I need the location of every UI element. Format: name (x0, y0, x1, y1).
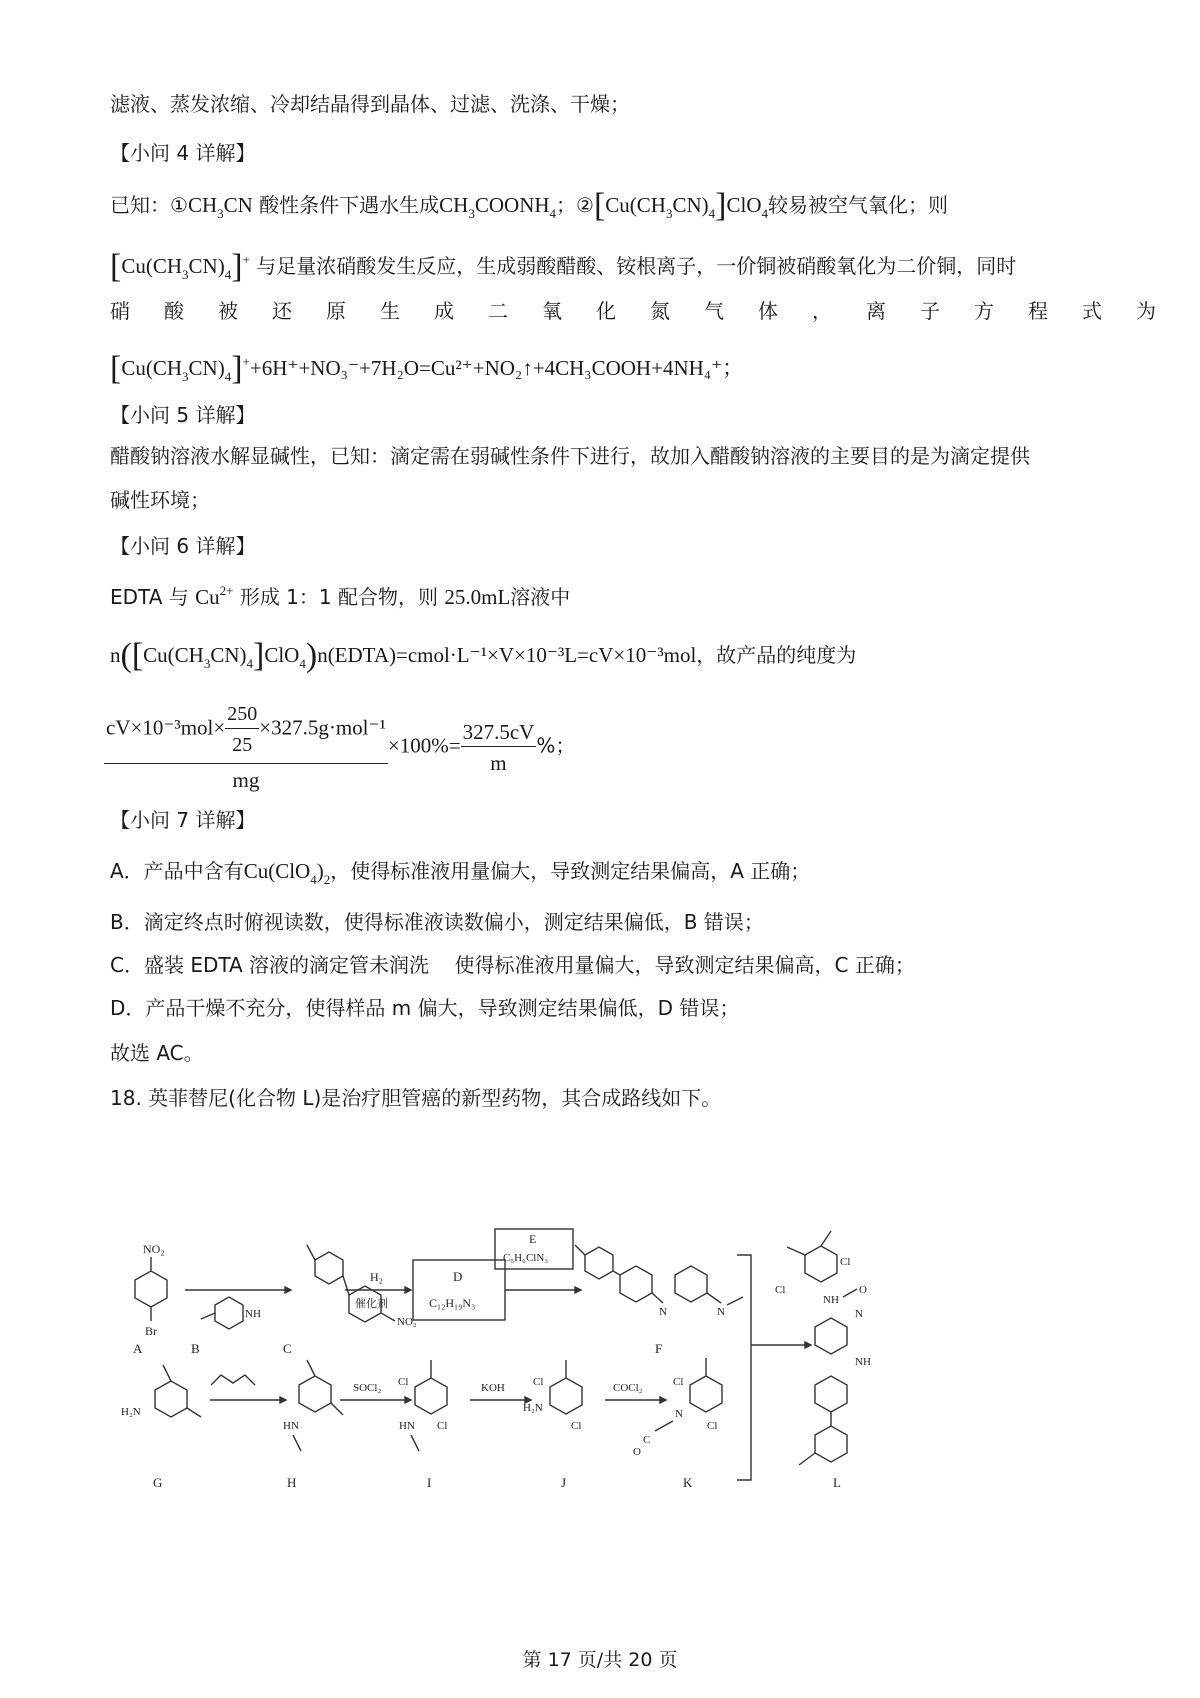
q6-equation: $n([Cu(CH_3CN)_4]ClO_4)n(EDTA)=cmol\cdot L^{-1}\times V\times 10^{-3}L=cV\times 10^{-3}mol$，故产品的纯度为 (110, 637, 857, 674)
subscript: 2 (323, 872, 331, 887)
equation: n(EDTA)=cmol·L⁻¹×V×10⁻³L=cV×10⁻³mol (317, 643, 697, 667)
text: 已知：① (110, 193, 188, 217)
hn-label: HN (283, 1420, 299, 1432)
text: ；② (556, 193, 594, 217)
oxygen-label: O (633, 1446, 641, 1458)
subscript: 3 (217, 206, 224, 221)
formula: CN (223, 193, 253, 217)
inner-fraction (225, 700, 259, 759)
compound-label-G: G (153, 1475, 163, 1490)
subscript: 4 (224, 267, 232, 282)
formula: CN) (672, 193, 709, 217)
compound-label-L: L (833, 1475, 841, 1490)
q4-line-3: 硝酸被还原生成二氧化氮气体，离子方程式为 (110, 299, 1190, 323)
anhydride-structure (211, 1375, 255, 1385)
denominator: mg (232, 768, 260, 792)
formula: CH (439, 193, 469, 217)
chloro-label: Cl (533, 1376, 544, 1388)
reagent-catalyst: 催化剂 (355, 1298, 388, 1310)
formula: Cu(CH (121, 254, 183, 278)
nh-label: NH (245, 1308, 261, 1320)
inner-numerator: 250 (225, 700, 259, 729)
n-label: N (717, 1306, 725, 1318)
subscript: 3 (182, 267, 189, 282)
text: 与足量浓硝酸发生反应，生成弱酸醋酸、铵根离子，一价铜被硝酸氧化为二价铜，同时 (256, 254, 1017, 278)
subscript: 3 (665, 206, 673, 221)
question-18: 18. 英菲替尼(化合物 L)是治疗胆管癌的新型药物，其合成路线如下。 (110, 1086, 722, 1110)
amine-label: H₂N (121, 1406, 141, 1418)
operator: ×100%= (387, 733, 461, 758)
formula: Cu(ClO (243, 859, 311, 883)
chloro-label: Cl (707, 1420, 718, 1432)
formula: CN) (188, 254, 225, 278)
q7-option-c: C．盛装 EDTA 溶液的滴定管未润洗 使得标准液用量偏大，导致测定结果偏高，C 正确； (110, 953, 915, 977)
q7-option-b: B．滴定终点时俯视读数，使得标准液读数偏小，测定结果偏低，B 错误； (110, 910, 764, 934)
compound-E-label: E (529, 1232, 537, 1246)
section-header-q4: 【小问 4 详解】 (110, 141, 256, 165)
volume: 25.0mL (444, 585, 511, 609)
oxygen-label: O (859, 1284, 867, 1296)
subscript: 3 (468, 206, 475, 221)
formula: Cu(CH (121, 356, 183, 380)
compound-label-C: C (283, 1341, 292, 1356)
chloro-label: Cl (571, 1420, 582, 1432)
q4-ionic-equation: $[Cu(CH_3CN)_4]^++6H^++NO_3^-+7H_2O=Cu^{2+}+NO_2↑+4CH_3COOH+4NH_4^+$； (110, 350, 744, 387)
text: 较易被空气氧化；则 (768, 193, 948, 217)
result-denominator: m (490, 750, 507, 775)
q6-purity-formula (104, 700, 575, 794)
formula: ) (316, 859, 324, 883)
section-header-q7: 【小问 7 详解】 (110, 808, 256, 832)
text: EDTA 与 (110, 585, 189, 609)
text: A．产品中含有 (110, 859, 244, 883)
subscript: 4 (549, 206, 557, 221)
formula: ClO (264, 643, 300, 667)
chloro-label: Cl (673, 1376, 684, 1388)
text: %； (536, 733, 576, 758)
q6-line-1 (110, 583, 570, 614)
carbon-label: C (643, 1434, 651, 1446)
result-numerator: 327.5cV (461, 718, 537, 747)
text: ，故产品的纯度为 (696, 643, 857, 667)
compound-label-K: K (683, 1475, 693, 1490)
result-fraction (461, 718, 537, 777)
compound-G-structure (121, 1365, 201, 1418)
page-footer: 第 17 页/共 20 页 (522, 1649, 678, 1671)
subscript: 3 (182, 369, 189, 384)
compound-E-formula: C₅H₆ClN₃ (503, 1252, 549, 1264)
compound-C-structure (307, 1245, 417, 1328)
text: 酸性条件下遇水生成 (259, 193, 440, 217)
compound-D-label: D (453, 1269, 463, 1284)
n-label: N (675, 1408, 683, 1420)
hn-label: HN (399, 1420, 415, 1432)
q4-line-1: 已知：$①CH_3CN$ 酸性条件下遇水生成$CH_3COONH_4$；$②[Cu(CH_3CN)_4]ClO_4$较易被空气氧化；则 (110, 187, 948, 224)
formula: ClO (726, 193, 762, 217)
compound-H-structure (283, 1360, 343, 1451)
chloro-label: Cl (775, 1284, 786, 1296)
n-label: N (855, 1308, 863, 1320)
text: 溶液中 (510, 585, 571, 609)
subscript: 4 (310, 872, 317, 887)
nitro-label: NO₂ (143, 1242, 165, 1256)
compound-J-structure (523, 1360, 582, 1432)
section-header-q5: 【小问 5 详解】 (110, 403, 256, 427)
amine-label: H₂N (523, 1402, 543, 1414)
subscript: 4 (299, 656, 306, 671)
q5-line-1: 醋酸钠溶液水解显碱性，已知：滴定需在弱碱性条件下进行，故加入醋酸钠溶液的主要目的是为滴定提供 (110, 444, 1030, 468)
text: 形成 1：1 配合物，则 (239, 585, 438, 609)
compound-label-A: A (133, 1341, 143, 1356)
compound-label-F: F (655, 1341, 663, 1356)
compound-L-structure (775, 1231, 871, 1465)
compound-K-structure (633, 1358, 722, 1458)
purity-fraction (104, 700, 388, 794)
q4-line-2: $[Cu(CH_3CN)_4]^+$ 与足量浓硝酸发生反应，生成弱酸醋酸、铵根离子，一价铜被硝酸氧化为二价铜，同时 (110, 248, 1017, 285)
chloro-label: Cl (398, 1376, 409, 1388)
formula: Cu (195, 585, 220, 609)
reagent-h2: H₂ (370, 1270, 383, 1284)
nitro-label: NO₂ (397, 1316, 417, 1328)
subscript: 4 (761, 206, 768, 221)
text-line: 滤液、蒸发浓缩、冷却结晶得到晶体、过滤、洗涤、干燥； (110, 92, 630, 116)
nh-label: NH (823, 1294, 839, 1306)
formula: COONH (474, 193, 550, 217)
compound-label-I: I (427, 1475, 432, 1490)
compound-I-structure (398, 1360, 447, 1451)
q5-line-2: 碱性环境； (110, 488, 210, 512)
q7-option-d: D．产品干燥不充分，使得样品 m 偏大，导致测定结果偏低，D 错误； (110, 996, 740, 1020)
formula: Cu(CH (143, 643, 204, 667)
subscript: 4 (224, 369, 232, 384)
equation: +6H⁺+NO₃⁻+7H₂O=Cu²⁺+NO₂↑+4CH₃COOH+4NH₄⁺； (249, 356, 744, 380)
reagent-koh: KOH (481, 1382, 505, 1394)
formula: CN) (188, 356, 225, 380)
compound-A-structure (135, 1242, 167, 1338)
q7-option-a (110, 857, 810, 888)
text: ，使得标准液用量偏大，导致测定结果偏高，A 正确； (330, 859, 811, 883)
inner-denominator: 25 (232, 734, 253, 756)
synthesis-scheme (115, 1225, 1080, 1525)
n-label: N (659, 1306, 667, 1318)
compound-label-J: J (561, 1475, 567, 1490)
nh-label: NH (855, 1356, 871, 1368)
compound-B-structure (201, 1297, 261, 1329)
bromo-label: Br (145, 1324, 157, 1338)
compound-label-H: H (287, 1475, 297, 1490)
compound-D-formula: C₁₂H₁₉N₃ (429, 1296, 476, 1310)
subscript: 3 (203, 656, 211, 671)
subscript: 4 (708, 206, 716, 221)
reagent-socl2: SOCl₂ (353, 1382, 382, 1394)
numerator-part: cV×10⁻³mol× (106, 715, 226, 740)
subscript: 4 (246, 656, 254, 671)
section-header-q6: 【小问 6 详解】 (110, 534, 256, 558)
reagent-cocl2: COCl₂ (613, 1382, 643, 1394)
superscript: 2+ (219, 583, 234, 598)
formula: Cu(CH (605, 193, 666, 217)
compound-F-structure (575, 1245, 743, 1318)
q7-answer: 故选 AC。 (110, 1041, 204, 1065)
numerator-part: ×327.5g·mol⁻¹ (259, 715, 386, 740)
chloro-label: Cl (840, 1256, 851, 1268)
chloro-label: Cl (437, 1420, 448, 1432)
formula: CN) (210, 643, 247, 667)
compound-label-B: B (191, 1341, 200, 1356)
formula: CH (187, 193, 218, 217)
merge-bracket (737, 1255, 751, 1480)
